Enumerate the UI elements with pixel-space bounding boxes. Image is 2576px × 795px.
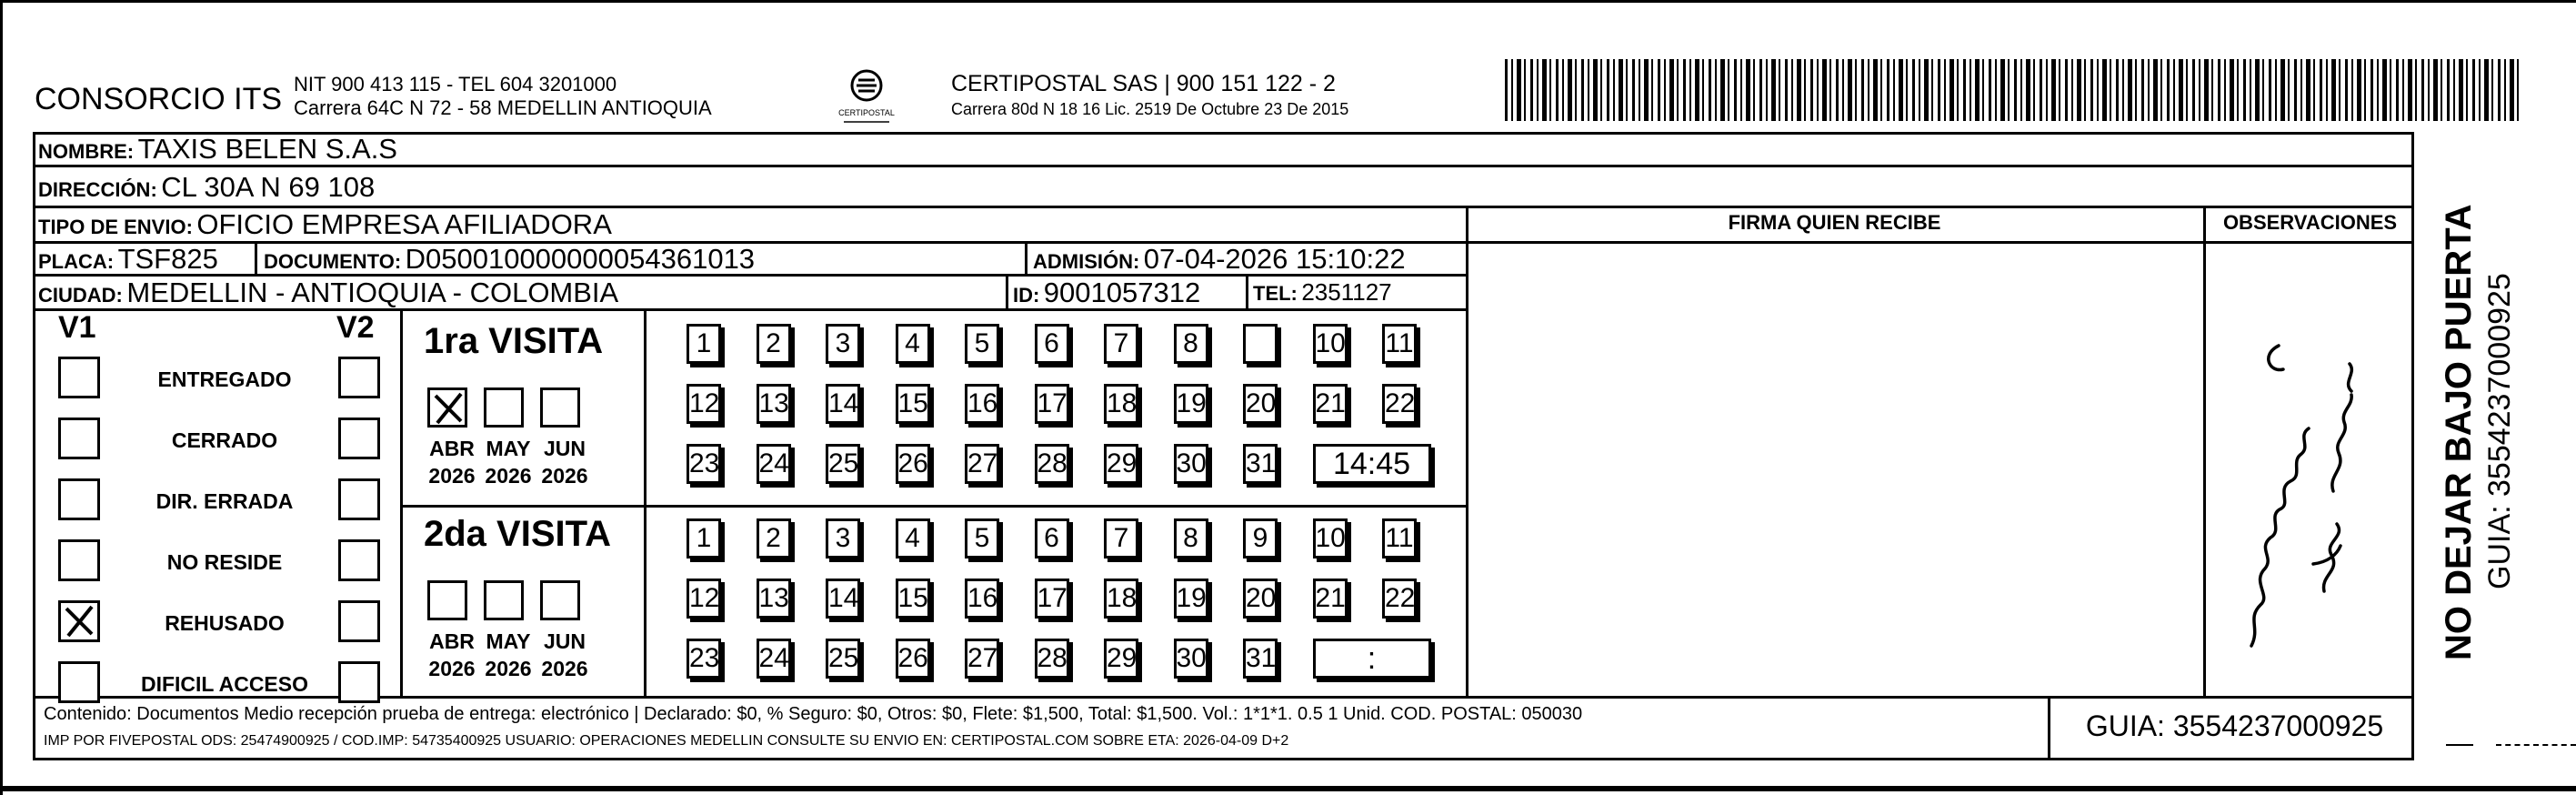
month-year: 2026 <box>541 464 588 488</box>
day-box[interactable]: 14 <box>826 579 860 619</box>
day-box[interactable]: 27 <box>965 639 999 679</box>
day-box[interactable]: 26 <box>896 444 930 484</box>
day-box[interactable]: 2 <box>757 324 791 364</box>
documento-label: DOCUMENTO: <box>264 250 402 273</box>
x-mark-icon <box>61 603 97 639</box>
side-warning: NO DEJAR BAJO PUERTA <box>2439 204 2479 660</box>
day-box[interactable]: 11 <box>1382 518 1417 559</box>
certipostal-logo <box>835 65 898 129</box>
x-mark-icon <box>430 390 466 427</box>
documento-value: D050010000000054361013 <box>405 243 756 275</box>
day-box[interactable]: 24 <box>757 444 791 484</box>
day-box[interactable]: 5 <box>965 324 999 364</box>
day-box[interactable]: 28 <box>1035 444 1069 484</box>
day-box[interactable]: 17 <box>1035 384 1069 424</box>
v2-checkbox[interactable] <box>338 357 380 398</box>
ciudad-label: CIUDAD: <box>38 284 123 307</box>
day-box[interactable]: 15 <box>896 579 930 619</box>
status-label: ENTREGADO <box>157 367 292 391</box>
day-box[interactable]: 4 <box>896 324 930 364</box>
day-box[interactable]: 18 <box>1104 579 1138 619</box>
v2-checkbox[interactable] <box>338 539 380 581</box>
v1-checkbox[interactable] <box>58 357 100 398</box>
row-line-6 <box>33 696 2414 699</box>
month-label: MAY <box>486 629 531 653</box>
day-box[interactable]: 10 <box>1313 324 1348 364</box>
day-box[interactable]: 16 <box>965 384 999 424</box>
day-box[interactable]: 15 <box>896 384 930 424</box>
day-box[interactable]: 31 <box>1243 444 1278 484</box>
day-box[interactable]: 29 <box>1104 444 1138 484</box>
month-year: 2026 <box>485 657 532 680</box>
tel-label: TEL: <box>1253 282 1298 305</box>
day-box[interactable]: 24 <box>757 639 791 679</box>
v2-checkbox[interactable] <box>338 661 380 703</box>
margin-dash-2 <box>2496 744 2576 746</box>
id-label: ID: <box>1013 284 1040 307</box>
margin-dash-1 <box>2446 744 2473 746</box>
status-divider <box>400 308 403 696</box>
time-box[interactable]: 14:45 <box>1313 444 1431 484</box>
day-box[interactable]: 5 <box>965 518 999 559</box>
day-box[interactable]: 20 <box>1243 384 1278 424</box>
day-box[interactable]: 29 <box>1104 639 1138 679</box>
placa-divider <box>255 241 257 274</box>
day-box[interactable]: 17 <box>1035 579 1069 619</box>
tel-divider <box>1246 274 1248 308</box>
month-year: 2026 <box>485 464 532 488</box>
day-box[interactable]: 25 <box>826 639 860 679</box>
day-box[interactable]: 30 <box>1174 639 1208 679</box>
ciudad-field <box>38 277 618 309</box>
day-box[interactable]: 2 <box>757 518 791 559</box>
admision-divider <box>1025 241 1027 274</box>
day-box[interactable]: 23 <box>687 444 721 484</box>
day-box[interactable]: 22 <box>1382 384 1417 424</box>
v1-checkbox[interactable] <box>58 478 100 520</box>
visit-divider <box>400 505 1466 508</box>
nombre-value: TAXIS BELEN S.A.S <box>137 133 397 165</box>
day-box[interactable]: 25 <box>826 444 860 484</box>
firma-label: FIRMA QUIEN RECIBE <box>1728 211 1941 234</box>
direccion-field <box>38 171 375 204</box>
day-box[interactable]: 7 <box>1104 518 1138 559</box>
v2-checkbox[interactable] <box>338 478 380 520</box>
day-box[interactable]: 16 <box>965 579 999 619</box>
v1-checkbox[interactable] <box>58 539 100 581</box>
id-field <box>1013 277 1200 309</box>
time-box[interactable]: : <box>1313 639 1431 679</box>
company-address: Carrera 64C N 72 - 58 MEDELLIN ANTIOQUIA <box>294 96 712 119</box>
day-box[interactable]: 31 <box>1243 639 1278 679</box>
side-guia: GUIA: 3554237000925 <box>2482 273 2517 589</box>
month-year: 2026 <box>428 464 476 488</box>
day-box[interactable]: 8 <box>1174 518 1208 559</box>
direccion-value: CL 30A N 69 108 <box>161 171 376 203</box>
id-divider <box>1006 274 1008 308</box>
day-box[interactable]: 23 <box>687 639 721 679</box>
month-label: ABR <box>429 437 475 460</box>
v1-checkbox[interactable] <box>58 418 100 459</box>
v2-label: V2 <box>336 310 375 345</box>
observaciones-handwriting <box>2215 291 2397 673</box>
day-box[interactable]: 13 <box>757 579 791 619</box>
status-label: DIR. ERRADA <box>155 489 294 513</box>
col-line-observ <box>2203 206 2206 696</box>
day-box[interactable]: 1 <box>687 324 721 364</box>
nombre-label: NOMBRE: <box>38 140 135 163</box>
tipo-label: TIPO DE ENVIO: <box>38 216 193 238</box>
month-checkbox[interactable] <box>484 580 524 620</box>
day-box[interactable]: 19 <box>1174 384 1208 424</box>
footer-guia-divider <box>2048 696 2050 760</box>
carrier-name: CERTIPOSTAL SAS | 900 151 122 - 2 <box>951 71 1336 96</box>
top-edge-line <box>0 0 2576 3</box>
direccion-label: DIRECCIÓN: <box>38 178 157 201</box>
logo-text: CERTIPOSTAL <box>838 108 895 117</box>
day-box[interactable]: 27 <box>965 444 999 484</box>
day-box[interactable]: 30 <box>1174 444 1208 484</box>
day-box[interactable]: 21 <box>1313 384 1348 424</box>
bottom-edge-line <box>0 786 2576 791</box>
ciudad-value: MEDELLIN - ANTIOQUIA - COLOMBIA <box>126 277 619 308</box>
month-checkbox[interactable] <box>427 387 467 428</box>
status-label: DIFICIL ACCESO <box>140 672 308 696</box>
day-box[interactable]: 13 <box>757 384 791 424</box>
col-line-firma <box>1466 206 1468 696</box>
day-box[interactable]: 28 <box>1035 639 1069 679</box>
day-box[interactable] <box>1243 324 1278 364</box>
v2-checkbox[interactable] <box>338 600 380 642</box>
v2-checkbox[interactable] <box>338 418 380 459</box>
documento-field <box>264 243 755 276</box>
day-box[interactable]: 12 <box>687 579 721 619</box>
day-box[interactable]: 8 <box>1174 324 1208 364</box>
month-label: JUN <box>543 629 586 653</box>
footer-content: Contenido: Documentos Medio recepción prueba de entrega: electrónico | Declarado: $0, % Seguro: $0, Otros: $0, Flete: $1,500, Total: $1,500. Vol.: 1*1*1. 0.5 1 Unid. COD. POSTAL: 050030 <box>44 704 1583 724</box>
day-box[interactable]: 3 <box>826 518 860 559</box>
day-box[interactable]: 20 <box>1243 579 1278 619</box>
month-year: 2026 <box>428 657 476 680</box>
v1-label: V1 <box>58 310 96 345</box>
day-box[interactable]: 3 <box>826 324 860 364</box>
status-label: CERRADO <box>171 428 278 452</box>
footer-guia: GUIA: 3554237000925 <box>2085 709 2384 742</box>
month-checkbox[interactable] <box>540 580 580 620</box>
day-box[interactable]: 19 <box>1174 579 1208 619</box>
left-edge-line <box>0 0 3 795</box>
nombre-field <box>38 133 397 166</box>
day-box[interactable]: 1 <box>687 518 721 559</box>
month-checkbox[interactable] <box>540 387 580 428</box>
tel-field <box>1253 278 1392 307</box>
day-box[interactable]: 10 <box>1313 518 1348 559</box>
barcode <box>1505 59 2519 121</box>
id-value: 9001057312 <box>1043 277 1201 308</box>
day-box[interactable]: 12 <box>687 384 721 424</box>
day-box[interactable]: 22 <box>1382 579 1417 619</box>
month-checkbox[interactable] <box>484 387 524 428</box>
observaciones-label: OBSERVACIONES <box>2222 211 2398 234</box>
v1-checkbox[interactable] <box>58 661 100 703</box>
footer-meta: IMP POR FIVEPOSTAL ODS: 25474900925 / COD.IMP: 54735400925 USUARIO: OPERACIONES MEDELLIN CONSULTE SU ENVIO EN: CERTIPOSTAL.COM SOBRE ETA: 2026-04-09 D+2 <box>44 733 1289 749</box>
tipo-field <box>38 208 612 241</box>
day-box[interactable]: 26 <box>896 639 930 679</box>
status-label: REHUSADO <box>165 611 285 635</box>
admision-field <box>1033 243 1406 276</box>
placa-label: PLACA: <box>38 250 115 273</box>
calendar-divider <box>644 308 647 696</box>
status-label: NO RESIDE <box>166 550 283 574</box>
tel-value: 2351127 <box>1301 278 1392 306</box>
month-label: ABR <box>429 629 475 653</box>
day-box[interactable]: 6 <box>1035 324 1069 364</box>
day-box[interactable]: 21 <box>1313 579 1348 619</box>
day-box[interactable]: 11 <box>1382 324 1417 364</box>
placa-field <box>38 243 218 276</box>
admision-label: ADMISIÓN: <box>1033 250 1140 273</box>
v1-checkbox[interactable] <box>58 600 100 642</box>
day-box[interactable]: 14 <box>826 384 860 424</box>
day-box[interactable]: 9 <box>1243 518 1278 559</box>
company-nit: NIT 900 413 115 - TEL 604 3201000 <box>294 73 617 96</box>
visit1-title: 1ra VISITA <box>424 321 604 361</box>
month-checkbox[interactable] <box>427 580 467 620</box>
company-name: CONSORCIO ITS <box>35 82 283 116</box>
day-box[interactable]: 7 <box>1104 324 1138 364</box>
visit2-title: 2da VISITA <box>424 514 611 554</box>
day-box[interactable]: 18 <box>1104 384 1138 424</box>
admision-value: 07-04-2026 15:10:22 <box>1143 243 1406 275</box>
month-label: MAY <box>486 437 531 460</box>
day-box[interactable]: 6 <box>1035 518 1069 559</box>
day-box[interactable]: 4 <box>896 518 930 559</box>
month-label: JUN <box>543 437 586 460</box>
carrier-license: Carrera 80d N 18 16 Lic. 2519 De Octubre 23 De 2015 <box>951 100 1349 118</box>
tipo-value: OFICIO EMPRESA AFILIADORA <box>196 208 612 240</box>
month-year: 2026 <box>541 657 588 680</box>
firma-header-line <box>1466 241 2414 244</box>
placa-value: TSF825 <box>117 243 218 275</box>
